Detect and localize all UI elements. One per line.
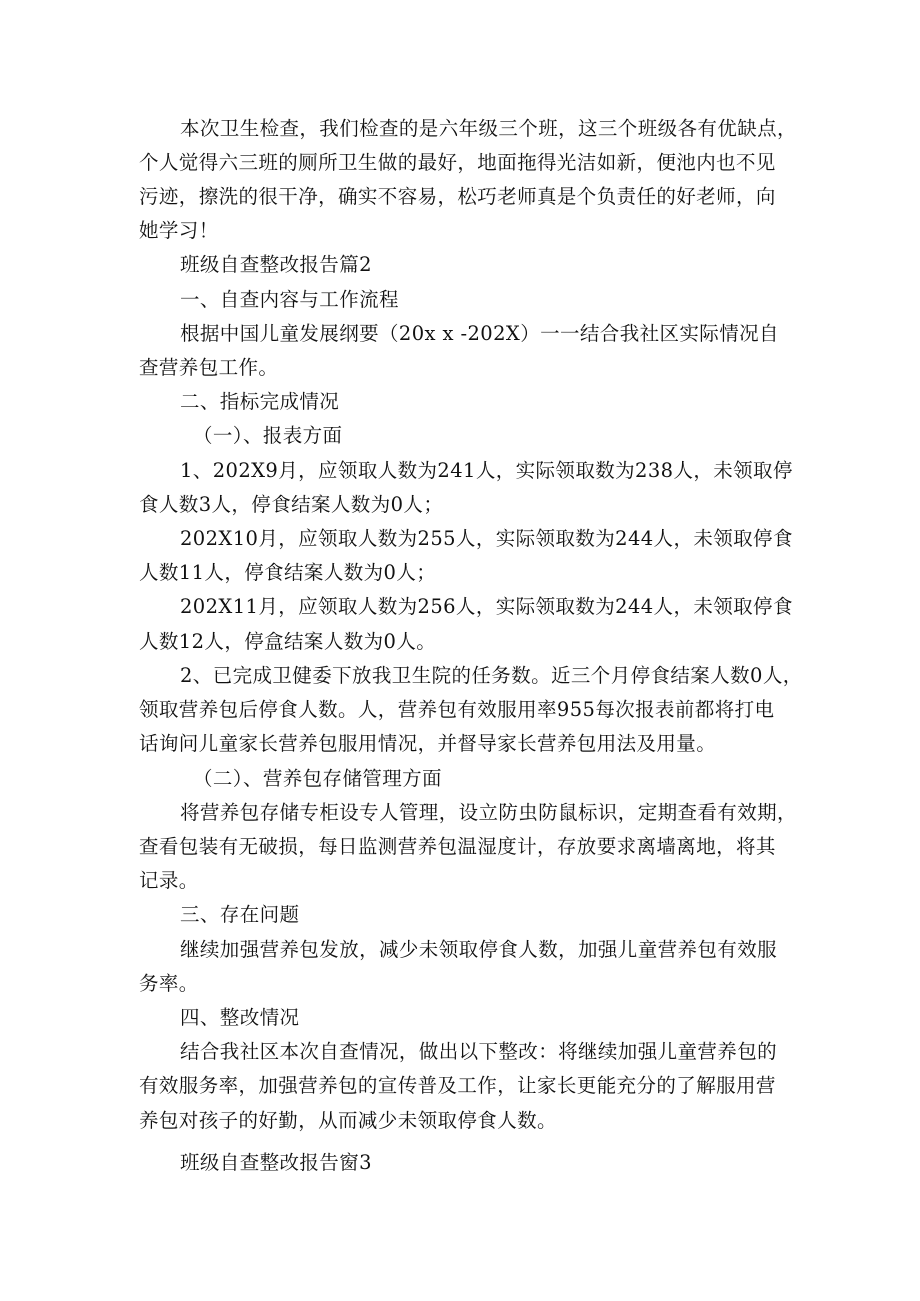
subsection-heading: （一）、报表方面 (193, 424, 343, 447)
text-line: 个人觉得六三班的厕所卫生做的最好，地面拖得光洁如新，便池内也不见 (139, 151, 776, 174)
text-line: 食人数3人，停食结案人数为0人； (139, 493, 444, 516)
text-line: 2、已完成卫健委下放我卫生院的任务数。近三个月停食结案人数0人， (180, 664, 803, 687)
text-line: 有效服务率，加强营养包的宣传普及工作，让家长更能充分的了解服用营 (139, 1074, 776, 1097)
text-line: 本次卫生检查，我们检查的是六年级三个班，这三个班级各有优缺点， (180, 117, 797, 140)
section-heading: 班级自查整改报告篇2 (180, 253, 372, 276)
text-line: 她学习！ (139, 219, 219, 242)
section-heading: 班级自查整改报告窗3 (180, 1151, 372, 1174)
section-heading: 一、自查内容与工作流程 (180, 288, 399, 311)
text-line: 话询问儿童家长营养包服用情况，并督导家长营养包用法及用量。 (139, 732, 717, 755)
text-line: 根据中国儿童发展纲要（20x x -202X）一一结合我社区实际情况自 (180, 322, 779, 345)
section-heading: 四、整改情况 (180, 1006, 300, 1029)
text-line: 领取营养包后停食人数。人，营养包有效服用率955每次报表前都将打电 (139, 698, 775, 721)
subsection-heading: （二）、营养包存储管理方面 (193, 767, 442, 790)
text-line: 1、202X9月，应领取人数为241人，实际领取数为238人，未领取停 (180, 459, 793, 482)
text-line: 202X11月，应领取人数为256人，实际领取数为244人，未领取停食 (180, 595, 793, 618)
text-line: 202X10月，应领取人数为255人，实际领取数为244人，未领取停食 (180, 527, 793, 550)
text-line: 养包对孩子的好勤，从而减少未领取停食人数。 (139, 1109, 557, 1132)
text-line: 人数12人，停盒结案人数为0人。 (139, 630, 437, 653)
text-line: 继续加强营养包发放，减少未领取停食人数，加强儿童营养包有效服 (180, 938, 778, 961)
text-line: 污迹，擦洗的很干净，确实不容易，松巧老师真是个负责任的好老师，向 (139, 185, 776, 208)
text-line: 结合我社区本次自查情况，做出以下整改：将继续加强儿童营养包的 (180, 1040, 778, 1063)
section-heading: 三、存在问题 (180, 903, 300, 926)
text-line: 人数11人，停食结案人数为0人； (139, 561, 437, 584)
text-line: 务率。 (139, 972, 199, 995)
text-line: 记录。 (139, 869, 199, 892)
text-line: 查看包装有无破损，每日监测营养包温湿度计，存放要求离墙离地，将其 (139, 835, 776, 858)
text-line: 将营养包存储专柜设专人管理，设立防虫防鼠标识，定期查看有效期， (180, 801, 797, 824)
section-heading: 二、指标完成情况 (180, 390, 340, 413)
text-line: 查营养包工作。 (139, 356, 279, 379)
